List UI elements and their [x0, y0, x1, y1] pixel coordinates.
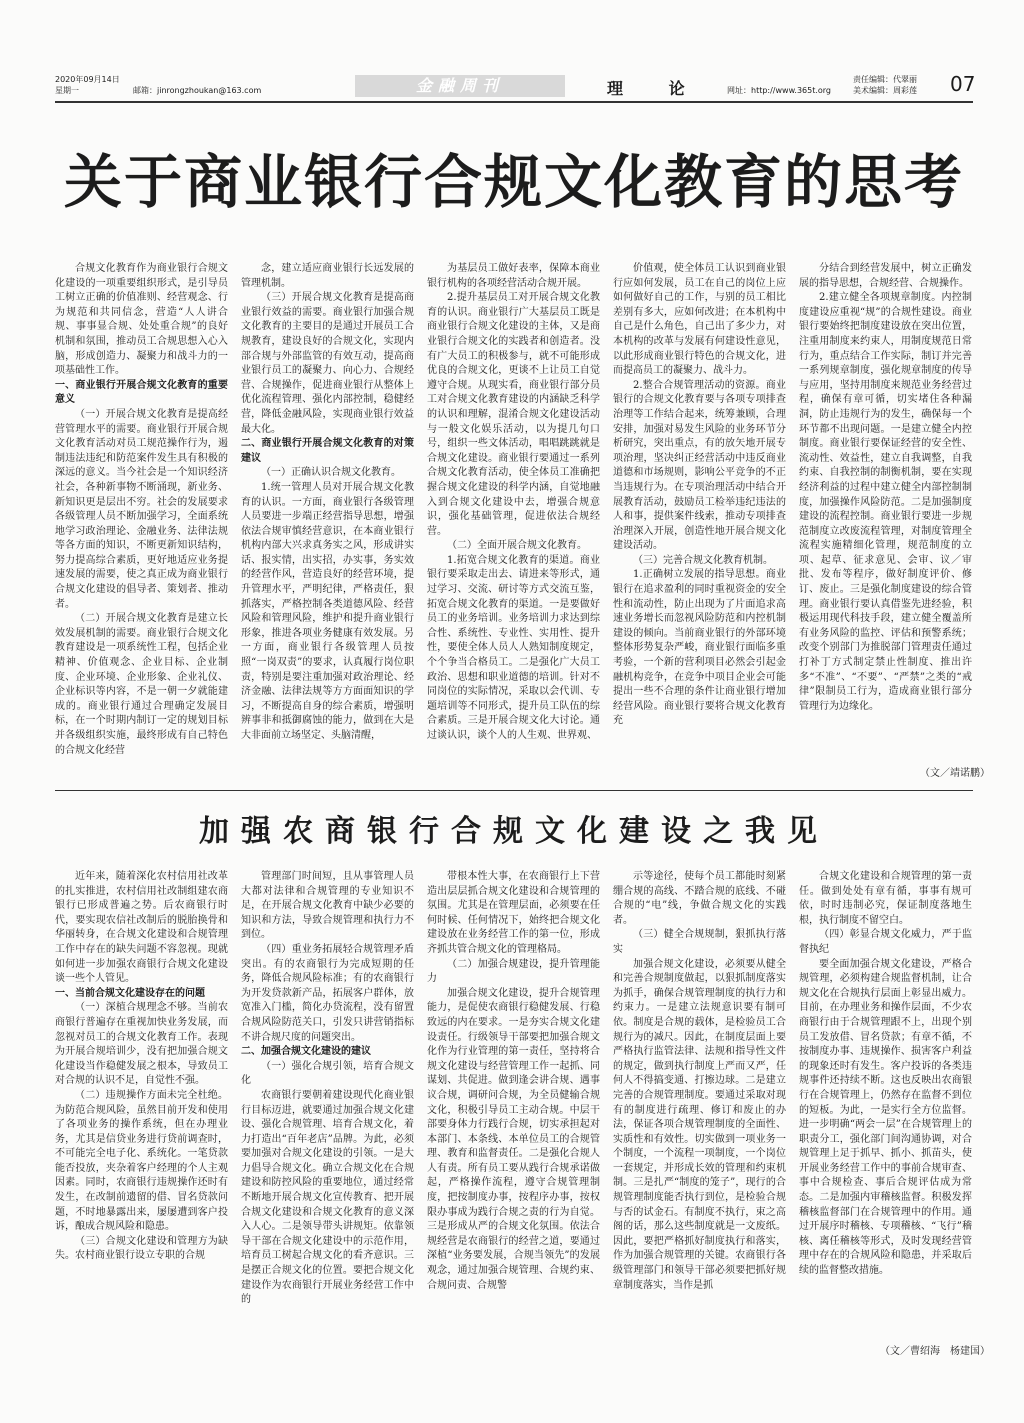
paragraph: 要全面加强合规文化建设，严格合规管理，必须构建合规监督机制，让合规文化在合规执行层面上彰显出威力。目前，在办理业务和操作层面，不少农商银行由于合规管理跟不上，出现个别员工发放借、冒名贷款；有章不循，不按制度办事、违规操作、损害客户利益的现象还时有发生。客户投诉的各类违规事件还持续不断。这也反映出农商银行在合规管理上，仍然存在监督不到位的短板。为此，一是实行全方位监督。进一步明确“两会一层”在合规管理上的职责分工，强化部门间沟通协调，对合规管理上足于抓早、抓小、抓苗头，使开展业务经营工作中的事前合规审查、事中合规检查、事后合规评估成为常态。二是加强内审稽核监督。积极发挥稽核监督部门在合规管理中的作用。通过开展序时稽核、专项稽核、“飞行”稽核、离任稽核等形式，及时发现经营管理中存在的合规风险和隐患，并采取后续的监督整改措施。	[799, 958, 972, 1277]
article2-body	[55, 870, 972, 1340]
paragraph: 念，建立适应商业银行长远发展的管理机制。	[241, 263, 414, 289]
article2-column	[799, 870, 972, 1340]
paragraph: 2.整合合规管理活动的资源。商业银行的合规文化教育要与各项专项排查治理等工作结合起来，统筹兼顾，合理安排，加强对易发生风险的业务环节分析研究，突出重点，有的放矢地开展专项治理，坚决纠正经营活动中违反商业道德和市场规则，影响公平竞争的不正当违规行为。在专项治理活动中结合开展教育活动，鼓励员工检举违纪违法的人和事，提供案件线索，推动专项排查治理深入开展，创造性地开展合规文化建设活动。	[613, 379, 786, 552]
paragraph: 2.提升基层员工对开展合规文化教育的认识。商业银行广大基层员工既是商业银行合规文化建设的主体，又是商业银行合规文化的实践者和创造者。没有广大员工的积极参与，就不可能形成优良的合规文化，更谈不上让员工自觉遵守合规。从现实看，商业银行部分员工对合规文化教育建设的内涵缺乏科学的认识和理解，混淆合规文化建设活动与一般文化娱乐活动，以为提几句口号，组织一些文体活动，唱唱跳跳就是合规文化建设。商业银行要通过一系列合规文化教育活动，使全体员工准确把握合规文化建设的科学内涵，自觉地融入到合规文化建设中去，增强合规意识，强化基础管理，促进依法合规经营。	[427, 292, 600, 537]
article2-column	[427, 870, 600, 1340]
paragraph: 2.建立健全各项规章制度。内控制度建设应重视“规”的合规性建设。商业银行要始终把制度建设放在突出位置，注重用制度来约束人，用制度规范日常行为，重点结合工作实际，制订并完善一系列规章制度，强化规章制度的传导与应用，坚持用制度来规范业务经营过程，确保有章可循，切实堵住各种漏洞，防止违规行为的发生，确保每一个环节都不出现问题。一是建立健全内控制度。商业银行要保证经营的安全性、流动性、效益性，建立自我调整，自我约束、自我控制的制衡机制，要在实现经济利益的过程中建立健全内部控制制度，加强操作风险防范。二是加强制度建设的流程控制。商业银行要进一步规范制度立改废流程管理，对制度管理全流程实施精细化管理，规范制度的立项、起草、征求意见、会审、议／审批、发布等程序，做好制度评价、修订、废止。三是强化制度建设的综合管理。商业银行要认真借鉴先进经验，积极运用现代科技手段，建立健全覆盖所有业务风险的监控、评估和预警系统；改变个别部门为推脱部门管理责任通过打补丁方式制定禁止性制度、推出许多“不准”、“不要”、“严禁”之类的“戒律”限制员工行为，造成商业银行部分管理行为边缘化。	[799, 292, 972, 712]
paragraph: （一）正确认识合规文化教育。	[261, 467, 401, 479]
art-editor: 美术编辑：周彩莲	[853, 86, 917, 95]
article1-column	[427, 262, 600, 762]
paragraph: （三）健全合规规制，狠抓执行落实	[613, 929, 786, 955]
article2-byline: （文／曹绍海 杨建国）	[880, 1346, 990, 1357]
section-heading: 二、加强合规文化建设的建议	[241, 1046, 371, 1058]
article1-title: 关于商业银行合规文化教育的思考	[63, 148, 964, 216]
paragraph: （二）全面开展合规文化教育。	[447, 540, 587, 552]
paragraph: （二）加强合规建设，提升管理能力	[427, 958, 600, 985]
header-rule	[55, 101, 973, 103]
website-address: 网址：http://www.365t.org	[727, 86, 832, 95]
paragraph: （三）开展合规文化教育是提高商业银行效益的需要。商业银行加强合规文化教育的主要目的是通过开展员工合规教育，建设良好的合规文化，实现内部合规与外部监管的有效互动，提高商业银行员工的凝聚力、向心力、合规经营、合规操作，促进商业银行从整体上优化流程管理、强化内部控制，稳健经营，降低金融风险，实现商业银行效益最大化。	[241, 292, 414, 435]
paragraph: 加强合规文化建设，必须要从健全和完善合规制度做起，以狠抓制度落实为抓手，确保合规管理制度的执行力和约束力。一是建立法规意识要有制可依。制度是合规的载体，是检验员工合规行为的减尺。因此，在制度层面上要严格执行监管法律、法规和指导性文件的规定，做到执行制度上严而又严，任何人不得搞变通、打擦边球。二是建立完善的合规管理制度。要通过采取对现有的制度进行疏理、修订和废止的办法，保证各项合规管理制度的全面性、实质性和有效性。切实做到一项业务一个制度，一个流程一项制度，一个岗位一套规定，并形成长效的管理和约束机制。三是扎严“制度的笼子”，现行的合规管理制度能否执行到位，是检验合规与否的试金石。有制度不执行，束之高阁的话，那么这些制度就是一文废纸。因此，要把严格抓好制度执行和落实，作为加强合规管理的关键。农商银行各级管理部门和领导干部必须要把抓好规章制度落实，当作是抓	[613, 958, 786, 1291]
paragraph: 合规文化教育作为商业银行合规文化建设的一项重要组织形式，是引导员工树立正确的价值准则、经营观念、行为规范和共同信念，营造“人人讲合规、事事显合规、处处重合规”的良好机制和氛围，推动员工合规思想入心入脑，形成创造力、凝聚力和战斗力的一项基础性工作。	[55, 263, 228, 377]
paragraph: （四）彰显合规文化威力，严于监督执纪	[799, 929, 972, 955]
paragraph: 近年来，随着深化农村信用社改革的扎实推进，农村信用社改制组建农商银行已形成普遍之势。后农商银行时代，要实现农信社改制后的脱胎换骨和华丽转身，在合规文化建设和合规管理工作中存在的缺失问题不容忽视。现就如何进一步加强农商银行合规文化建设谈一些个人管见。	[55, 871, 228, 985]
paragraph: （一）深植合规理念不够。当前农商银行普遍存在重视加快业务发展，而忽视对员工的合规文化教育工作。表现为开展合规培训少，没有把加强合规文化建设当作稳健发展之根本，导致员工对合规的认识不足，自觉性不强。	[55, 1002, 228, 1087]
paragraph: （一）开展合规文化教育是提高经营管理水平的需要。商业银行开展合规文化教育活动对员工规范操作行为，遏制违法违纪和防范案件发生具有积极的深远的意义。当今社会是一个知识经济社会，各种新事物不断涌现，新业务、新知识更是层出不穷。社会的发展要求各级管理人员不断加强学习，全面系统地学习政治理论、金融业务、法律法规等各方面的知识，不断更新知识结构，努力提高综合素质，更好地适应业务提速发展的需要，使之真正成为商业银行合规文化建设的倡导者、策划者、推动者。	[55, 408, 228, 610]
article1-column	[613, 262, 786, 762]
paragraph: 示等途径，使每个员工都能时刻紧绷合规的高线、不踏合规的底线、不碰合规的“电”线，争做合规文化的实践者。	[613, 871, 786, 926]
article1-column	[241, 262, 414, 762]
section-heading: 二、商业银行开展合规文化教育的对策建议	[241, 438, 414, 464]
paragraph: 价值观，使全体员工认识到商业银行应如何发展，员工在自己的岗位上应如何做好自己的工作，与别的员工相比差别有多大，应如何改进；在本机构中自己是什么角色，自己出了多少力，对本机构的改革与发展有何建设性意见，以此形成商业银行特色的合规文化，进而提高员工的凝聚力、战斗力。	[613, 263, 786, 377]
article2-title: 加强农商银行合规文化建设之我见	[199, 814, 829, 849]
issue-date: 2020年09月14日	[55, 75, 120, 84]
paragraph: （四）重业务拓展轻合规管理矛盾突出。有的农商银行为完成短期的任务，降低合规风险标准；有的农商银行为开发贷款新产品，拓展客户群体，放宽准入门槛，简化办贷流程，没有留置合规风险防范关口，引发只讲营销指标不讲合规尺度的问题突出。	[241, 943, 414, 1043]
paragraph: 加强合规文化建设，提升合规管理能力，是促使农商银行稳健发展、行稳致远的内在要求。一是夯实合规文化建设责任。行级领导干部要把加强合规文化作为行业管理的第一责任，坚持将合规文化建设与经营管理工作一起抓、同谋划、共促进。做到逢会讲合规、遇事议合规，调研问合规，为全员健输合规文化，积极引导员工主动合规。中层干部要身体力行践行合规，切实承担起对本部门、本条线、本单位员工的合规管理、教育和监督责任。二是强化合规人人有责。所有员工要从践行合规承诺做起，严格操作流程，遵守合规管理制度，把按制度办事，按程序办事，按权限办事成为践行合规之责的行为自觉。三是形成从严的合规文化氛围。依法合规经营是农商银行的经营之道，要通过深植“业务要发展，合规当领先”的发展观念，通过加强合规管理、合规约束、合规问责、合规警	[427, 987, 600, 1291]
paragraph: （二）开展合规文化教育是建立长效发展机制的需要。商业银行合规文化教育建设是一项系统性工程，包括企业精神、价值观念、企业目标、企业制度、企业环境、企业形象、企业礼仪、企业标识等内容，不是一朝一夕就能建成的。商业银行通过合理确定发展目标，在一个时期内制订一定的规划目标并各级组织实施，最终形成有自己特色的合规文化经营	[55, 613, 228, 756]
paragraph: 为基层员工做好表率，保障本商业银行机构的各项经营活动合规开展。	[427, 263, 600, 289]
article1-column	[55, 262, 228, 762]
article1-column	[799, 262, 972, 762]
article-divider	[55, 790, 973, 791]
paragraph: 农商银行要朝着建设现代化商业银行目标迈进，就要通过加强合规文化建设、强化合规管理、培育合规文化，着力打造出“百年老店”品牌。为此，必须要加强对合规文化建设的引领。一是大力倡导合规文化。确立合规文化在合规建设和防控风险的重要地位，通过经常不断地开展合规文化宣传教育、把开展合规文化建设和合规文化教育的意义深入人心。二是领导带头讲规矩。依靠领导干部在合规文化建设中的示范作用，培育员工树起合规文化的看齐意识。三是摆正合规文化的位置。要把合规文化建设作为农商银行开展业务经营工作中的	[241, 1089, 414, 1306]
section-name: 理 论	[607, 79, 705, 98]
page-number: 07	[950, 72, 976, 96]
paragraph: 1.正确树立发展的指导思想。商业银行在追求盈利的同时重视资金的安全性和流动性，防止出现为了片面追求高速业务增长而忽视风险防范和内控机制建设的倾向。当前商业银行的外部环境整体形势复杂严峻，商业银行面临多重考验，一个新的营利项目必然会引起金融机构竞争，在竞争中项目企业会可能提出一些不合理的条件让商业银行增加经营风险。商业银行要将合规文化教育充	[613, 569, 786, 727]
article2-column	[241, 870, 414, 1340]
masthead-logo: 金融周刊	[355, 75, 565, 97]
paragraph: （三）完善合规文化教育机制。	[633, 554, 773, 566]
article2-column	[55, 870, 228, 1340]
paragraph: （二）违规操作方面未完全杜绝。为防范合规风险，虽然目前开发和使用了各项业务的操作系统，但在办理业务，尤其是信贷业务进行贷前调查时，不可能完全电子化、系统化。一笔贷款能否投放，夹杂着客户经理的个人主观因素。同时，农商银行违规操作还时有发生，在改制前遗留的借、冒名贷款问题，不时地暴露出来，屡屡遭到客户投诉，酿成合规风险和隐患。	[55, 1089, 228, 1233]
paragraph: （一）强化合规引领，培育合规文化	[241, 1060, 414, 1087]
editor-credits	[853, 74, 917, 96]
paragraph: 1.统一管理人员对开展合规文化教育的认识。一方面，商业银行各级管理人员要进一步端正经营指导思想，增强依法合规审慎经营意识，在本商业银行机构内部大兴求真务实之风，形成讲实话、报实情，出实招，办实事，务实效的经营作风，营造良好的经营环境，提升管理水平，严明纪律，严格责任，狠抓落实，严格控制各类道德风险、经营风险和管理风险，维护和提升商业银行形象，推进各项业务健康有效发展。另一方面，商业银行各级管理人员按照“一岗双责”的要求，认真履行岗位职责，特别是要注重加强对政治理论、经济金融、法律法规等方方面面知识的学习，不断提高自身的综合素质，增强明辨事非和抵御腐蚀的能力，做到在大是大非面前立场坚定、头脑清醒，	[241, 481, 414, 741]
issue-date-block	[55, 74, 120, 96]
section-heading: 一、当前合规文化建设存在的问题	[55, 987, 205, 999]
paragraph: 管理部门时间短，且从事管理人员大都对法律和合规管理的专业知识不足，在开展合规文化教育中缺少必要的知识和方法，导致合规管理和执行力不到位。	[241, 871, 414, 941]
paragraph: 分结合到经营发展中，树立正确发展的指导思想，合规经营、合规操作。	[799, 263, 972, 289]
article1-body	[55, 262, 972, 762]
paragraph: 带根本性大事，在农商银行上下营造出层层抓合规文化建设和合规管理的氛围。尤其是在管理层面，必须要在任何时候、任何情况下，始终把合规文化建设放在业务经营工作的第一位，形成齐抓共管合规文化的管理格局。	[427, 871, 600, 955]
paragraph: （三）合规文化建设和管理方为缺失。农村商业银行设立专职的合规	[55, 1235, 228, 1262]
article1-byline: （文／靖诺鹏）	[920, 768, 990, 779]
email-address: 邮箱：jinrongzhoukan@163.com	[133, 86, 262, 95]
responsible-editor: 责任编辑：代翠丽	[853, 75, 917, 84]
paragraph: 合规文化建设和合规管理的第一责任。做到处处有章有循，事事有规可依，时时违制必究，保证制度落地生根，执行制度不留空白。	[799, 871, 972, 926]
issue-weekday: 星期一	[55, 86, 79, 95]
paragraph: 1.拓宽合规文化教育的渠道。商业银行要采取走出去、请进来等形式，通过学习、交流、研讨等方式交流互鉴，拓宽合规文化教育的渠道。一是要做好员工的业务培训。业务培训力求达到综合性、系统性、专业性、实用性、提升性，要使全体人员人人熟知制度规定，个个争当合格员工。二是强化广大员工政治、思想和职业道德的培训。针对不同岗位的实际情况，采取以会代训、专题培训等不同形式，提升员工队伍的综合素质。三是开展合规文化大讨论。通过谈认识，谈个人的人生观、世界观、	[427, 554, 600, 741]
page-header	[55, 72, 976, 104]
article2-column	[613, 870, 786, 1340]
section-heading: 一、商业银行开展合规文化教育的重要意义	[55, 379, 228, 406]
